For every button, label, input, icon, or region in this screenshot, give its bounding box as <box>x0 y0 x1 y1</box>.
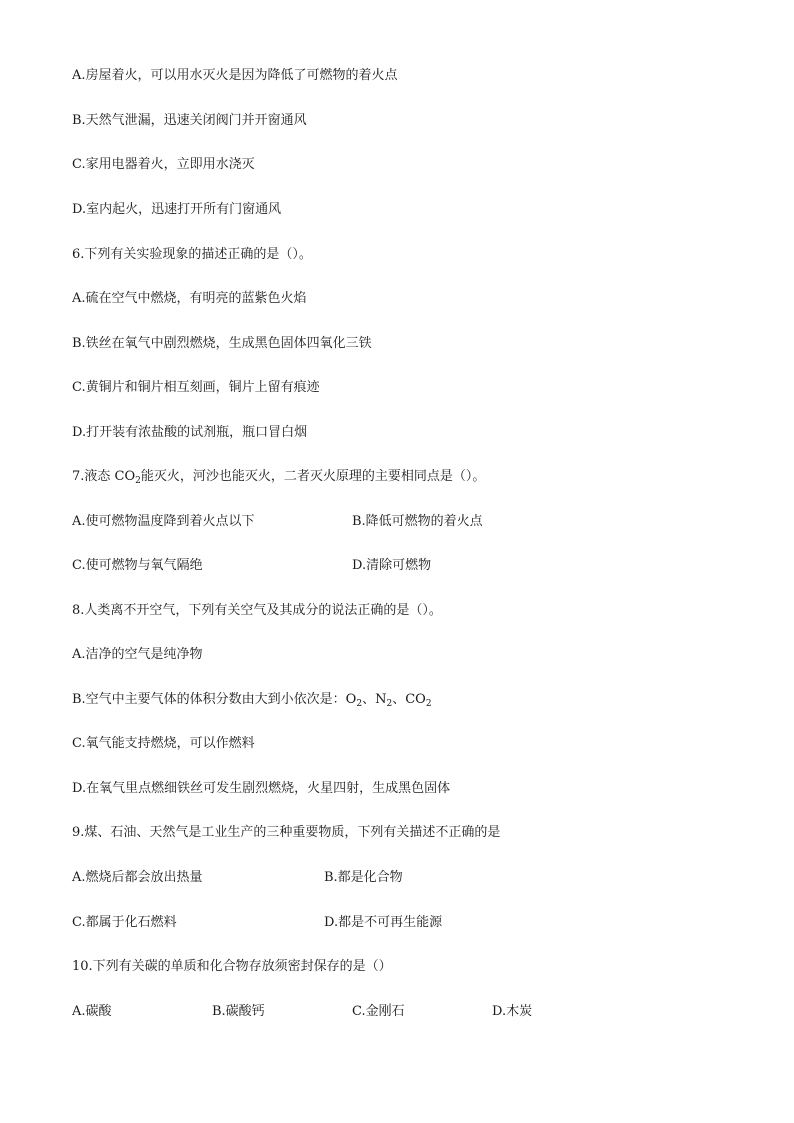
q10-stem: 10.下列有关碳的单质和化合物存放须密封保存的是（） <box>72 959 392 974</box>
q10-option-d: D.木炭 <box>492 1004 533 1019</box>
q9-option-c: C.都属于化石燃料 <box>72 915 177 930</box>
q9-stem: 9.煤、石油、天然气是工业生产的三种重要物质，下列有关描述不正确的是 <box>72 825 501 840</box>
q9-option-b: B.都是化合物 <box>324 870 403 885</box>
q5-option-d: D.室内起火，迅速打开所有门窗通风 <box>72 202 282 217</box>
q8-option-d: D.在氧气里点燃细铁丝可发生剧烈燃烧，火星四射，生成黑色固体 <box>72 781 451 796</box>
q8-option-b-sep-co: 、CO <box>392 692 426 707</box>
q8-option-b-sub-co2: 2 <box>425 699 432 709</box>
q8-option-b-sep-n: 、N <box>362 692 387 707</box>
q6-option-b: B.铁丝在氧气中剧烈燃烧，生成黑色固体四氧化三铁 <box>72 336 372 351</box>
q7-option-d: D.清除可燃物 <box>352 558 432 573</box>
q7-stem <box>72 469 485 485</box>
q7-option-b: B.降低可燃物的着火点 <box>352 514 483 529</box>
q7-option-c: C.使可燃物与氧气隔绝 <box>72 558 203 573</box>
q7-stem-subscript: 2 <box>135 476 141 486</box>
q6-option-c: C.黄铜片和铜片相互刻画，铜片上留有痕迹 <box>72 380 320 395</box>
q9-option-a: A.燃烧后都会放出热量 <box>72 870 203 885</box>
q9-option-d: D.都是不可再生能源 <box>324 915 443 930</box>
q8-option-a: A.洁净的空气是纯净物 <box>72 647 203 662</box>
q7-stem-pre: 7.液态 CO <box>72 469 136 484</box>
q8-option-b-sub-o2: 2 <box>356 699 363 709</box>
q6-option-d: D.打开装有浓盐酸的试剂瓶，瓶口冒白烟 <box>72 425 308 440</box>
q5-option-c: C.家用电器着火，立即用水浇灭 <box>72 157 255 172</box>
q8-option-b <box>72 692 432 708</box>
q7-option-a: A.使可燃物温度降到着火点以下 <box>72 514 255 529</box>
q8-option-b-sub-n2: 2 <box>386 699 393 709</box>
q8-option-b-text: B.空气中主要气体的体积分数由大到小依次是：O <box>72 692 357 707</box>
q5-option-a: A.房屋着火，可以用水灭火是因为降低了可燃物的着火点 <box>72 68 398 83</box>
q10-option-a: A.碳酸 <box>72 1004 112 1019</box>
q8-option-c: C.氧气能支持燃烧，可以作燃料 <box>72 736 255 751</box>
q10-option-c: C.金刚石 <box>352 1004 405 1019</box>
q7-stem-post: 能灭火，河沙也能灭火，二者灭火原理的主要相同点是（）。 <box>140 469 486 484</box>
q5-option-b: B.天然气泄漏，迅速关闭阀门并开窗通风 <box>72 113 307 128</box>
q6-stem: 6.下列有关实验现象的描述正确的是（）。 <box>72 247 312 262</box>
q6-option-a: A.硫在空气中燃烧，有明亮的蓝紫色火焰 <box>72 291 307 306</box>
q8-stem: 8.人类离不开空气，下列有关空气及其成分的说法正确的是（）。 <box>72 603 442 618</box>
q10-option-b: B.碳酸钙 <box>212 1004 265 1019</box>
